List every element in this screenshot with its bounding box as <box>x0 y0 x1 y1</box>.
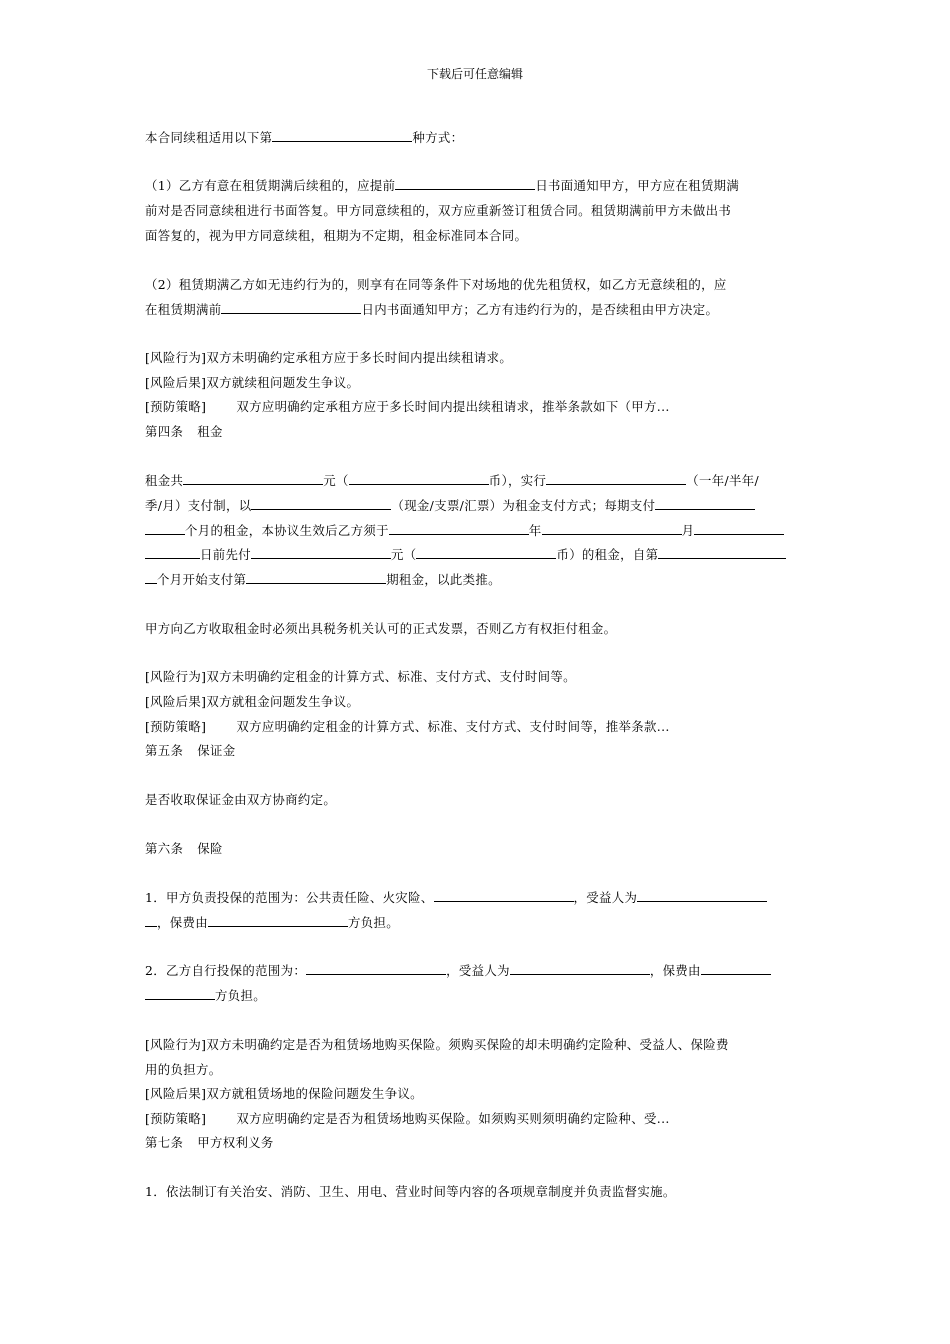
line-text: 是否收取保证金由双方协商约定。 <box>145 792 337 807</box>
contract-line <box>145 497 755 515</box>
line-text: 面答复的，视为甲方同意续租，租期为不定期，租金标准同本合同。 <box>145 228 528 243</box>
contract-line <box>145 1061 221 1079</box>
line-text: 租金 <box>197 424 223 439</box>
contract-line <box>145 202 731 220</box>
line-text: 第四条 <box>145 424 184 439</box>
contract-line <box>145 177 739 195</box>
contract-line <box>145 1036 729 1054</box>
line-text: ，保费由 <box>649 963 701 978</box>
fill-in-blank[interactable] <box>272 130 412 142</box>
line-text: 日前先付 <box>200 547 251 562</box>
contract-line <box>145 546 786 564</box>
line-text: 前对是否同意续租进行书面答复。甲方同意续租的，双方应重新签订租赁合同。租赁期满前甲方未做出书 <box>145 203 732 218</box>
fill-in-blank[interactable] <box>306 963 446 975</box>
line-text: 方负担。 <box>347 915 399 930</box>
line-text: 第六条 <box>145 841 184 856</box>
fill-in-blank[interactable] <box>221 302 361 314</box>
fill-in-blank[interactable] <box>145 523 185 535</box>
line-text: 元（ <box>323 473 349 488</box>
contract-line <box>145 791 336 809</box>
line-text: 个月的租金，本协议生效后乙方须于 <box>185 523 389 538</box>
contract-line <box>145 398 670 416</box>
contract-line <box>145 423 223 441</box>
line-text: 1．依法制订有关治安、消防、卫生、用电、营业时间等内容的各项规章制度并负责监督实施。 <box>145 1184 676 1199</box>
line-text: 个月开始支付第 <box>157 572 247 587</box>
line-text: 月 <box>681 523 695 538</box>
contract-line <box>145 129 463 147</box>
fill-in-blank[interactable] <box>701 963 771 975</box>
fill-in-blank[interactable] <box>637 890 767 902</box>
line-text: 用的负担方。 <box>145 1062 222 1077</box>
fill-in-blank[interactable] <box>416 547 556 559</box>
contract-line <box>145 1134 274 1152</box>
line-text: ，受益人为 <box>446 963 510 978</box>
contract-line <box>145 227 527 245</box>
fill-in-blank[interactable] <box>546 473 686 485</box>
line-text: 季/月）支付制，以 <box>145 498 252 513</box>
contract-line <box>145 668 576 686</box>
line-text: 第七条 <box>145 1135 184 1150</box>
line-text: 方负担。 <box>215 988 266 1003</box>
contract-line <box>145 522 784 540</box>
fill-in-blank[interactable] <box>145 915 157 927</box>
line-text: 1．甲方负责投保的范围为：公共责任险、火灾险、 <box>145 890 434 905</box>
contract-line <box>145 987 266 1005</box>
contract-line <box>145 349 512 367</box>
fill-in-blank[interactable] <box>246 572 386 584</box>
line-text: [风险行为]双方未明确约定承租方应于多长时间内提出续租请求。 <box>145 350 513 365</box>
line-text: 双方应明确约定承租方应于多长时间内提出续租请求，推举条款如下（甲方... <box>236 399 670 414</box>
line-text: （现金/支票/汇票）为租金支付方式；每期支付 <box>391 498 656 513</box>
line-text: 第五条 <box>145 743 184 758</box>
line-text: ，保费由 <box>157 915 208 930</box>
line-text: [风险行为]双方未明确约定是否为租赁场地购买保险。须购买保险的却未明确约定险种、受益人、保险费 <box>145 1037 729 1052</box>
contract-line <box>145 374 359 392</box>
fill-in-blank[interactable] <box>208 915 348 927</box>
fill-in-blank[interactable] <box>510 963 650 975</box>
contract-line <box>145 1183 676 1201</box>
line-text: ，受益人为 <box>573 890 638 905</box>
line-text: （2）租赁期满乙方如无违约行为的，则享有在同等条件下对场地的优先租赁权，如乙方无意续租的，应 <box>145 277 727 292</box>
contract-line <box>145 742 235 760</box>
fill-in-blank[interactable] <box>251 547 391 559</box>
line-text: 种方式： <box>412 130 464 145</box>
line-text: [预防策略] <box>145 719 207 734</box>
line-text: 年 <box>528 523 542 538</box>
line-text: 租金共 <box>145 473 184 488</box>
contract-line <box>145 1085 423 1103</box>
fill-in-blank[interactable] <box>251 498 391 510</box>
contract-line <box>145 889 767 907</box>
fill-in-blank[interactable] <box>145 547 200 559</box>
line-text: 甲方向乙方收取租金时必须出具税务机关认可的正式发票，否则乙方有权拒付租金。 <box>145 621 617 636</box>
contract-line <box>145 840 223 858</box>
line-text: 日书面通知甲方，甲方应在租赁期满 <box>535 178 740 193</box>
fill-in-blank[interactable] <box>145 988 215 1000</box>
fill-in-blank[interactable] <box>658 547 786 559</box>
contract-line <box>145 571 501 589</box>
line-text: 双方应明确约定是否为租赁场地购买保险。如须购买则须明确约定险种、受... <box>236 1111 670 1126</box>
line-text: 币），实行 <box>488 473 547 488</box>
line-text: （1）乙方有意在租赁期满后续租的，应提前 <box>145 178 396 193</box>
contract-line <box>145 301 718 319</box>
contract-line <box>145 693 359 711</box>
line-text: [预防策略] <box>145 399 207 414</box>
fill-in-blank[interactable] <box>655 498 755 510</box>
line-text: 双方应明确约定租金的计算方式、标准、支付方式、支付时间等，推举条款... <box>236 719 670 734</box>
contract-line <box>145 620 616 638</box>
line-text: 甲方权利义务 <box>197 1135 274 1150</box>
line-text: [风险后果]双方就租赁场地的保险问题发生争议。 <box>145 1086 423 1101</box>
contract-line <box>145 962 771 980</box>
fill-in-blank[interactable] <box>434 890 574 902</box>
line-text: [预防策略] <box>145 1111 207 1126</box>
line-text: 2．乙方自行投保的范围为： <box>145 963 307 978</box>
fill-in-blank[interactable] <box>694 523 784 535</box>
contract-line <box>145 914 399 932</box>
line-text: 在租赁期满前 <box>145 302 222 317</box>
line-text: （一年/半年/ <box>686 473 759 488</box>
line-text: [风险后果]双方就租金问题发生争议。 <box>145 694 360 709</box>
contract-line <box>145 718 670 736</box>
line-text: [风险行为]双方未明确约定租金的计算方式、标准、支付方式、支付时间等。 <box>145 669 576 684</box>
contract-line <box>145 1110 670 1128</box>
line-text: 本合同续租适用以下第 <box>145 130 273 145</box>
line-text: 日内书面通知甲方；乙方有违约行为的，是否续租由甲方决定。 <box>361 302 719 317</box>
fill-in-blank[interactable] <box>183 473 323 485</box>
fill-in-blank[interactable] <box>389 523 529 535</box>
fill-in-blank[interactable] <box>349 473 489 485</box>
fill-in-blank[interactable] <box>145 572 157 584</box>
fill-in-blank[interactable] <box>395 178 535 190</box>
line-text: 保证金 <box>197 743 236 758</box>
contract-line <box>145 472 759 490</box>
line-text: 保险 <box>197 841 223 856</box>
page-header-note: 下载后可任意编辑 <box>426 67 523 81</box>
contract-line <box>145 276 727 294</box>
line-text: 币）的租金，自第 <box>556 547 659 562</box>
line-text: 期租金，以此类推。 <box>386 572 501 587</box>
line-text: 元（ <box>390 547 417 562</box>
fill-in-blank[interactable] <box>542 523 682 535</box>
line-text: [风险后果]双方就续租问题发生争议。 <box>145 375 360 390</box>
